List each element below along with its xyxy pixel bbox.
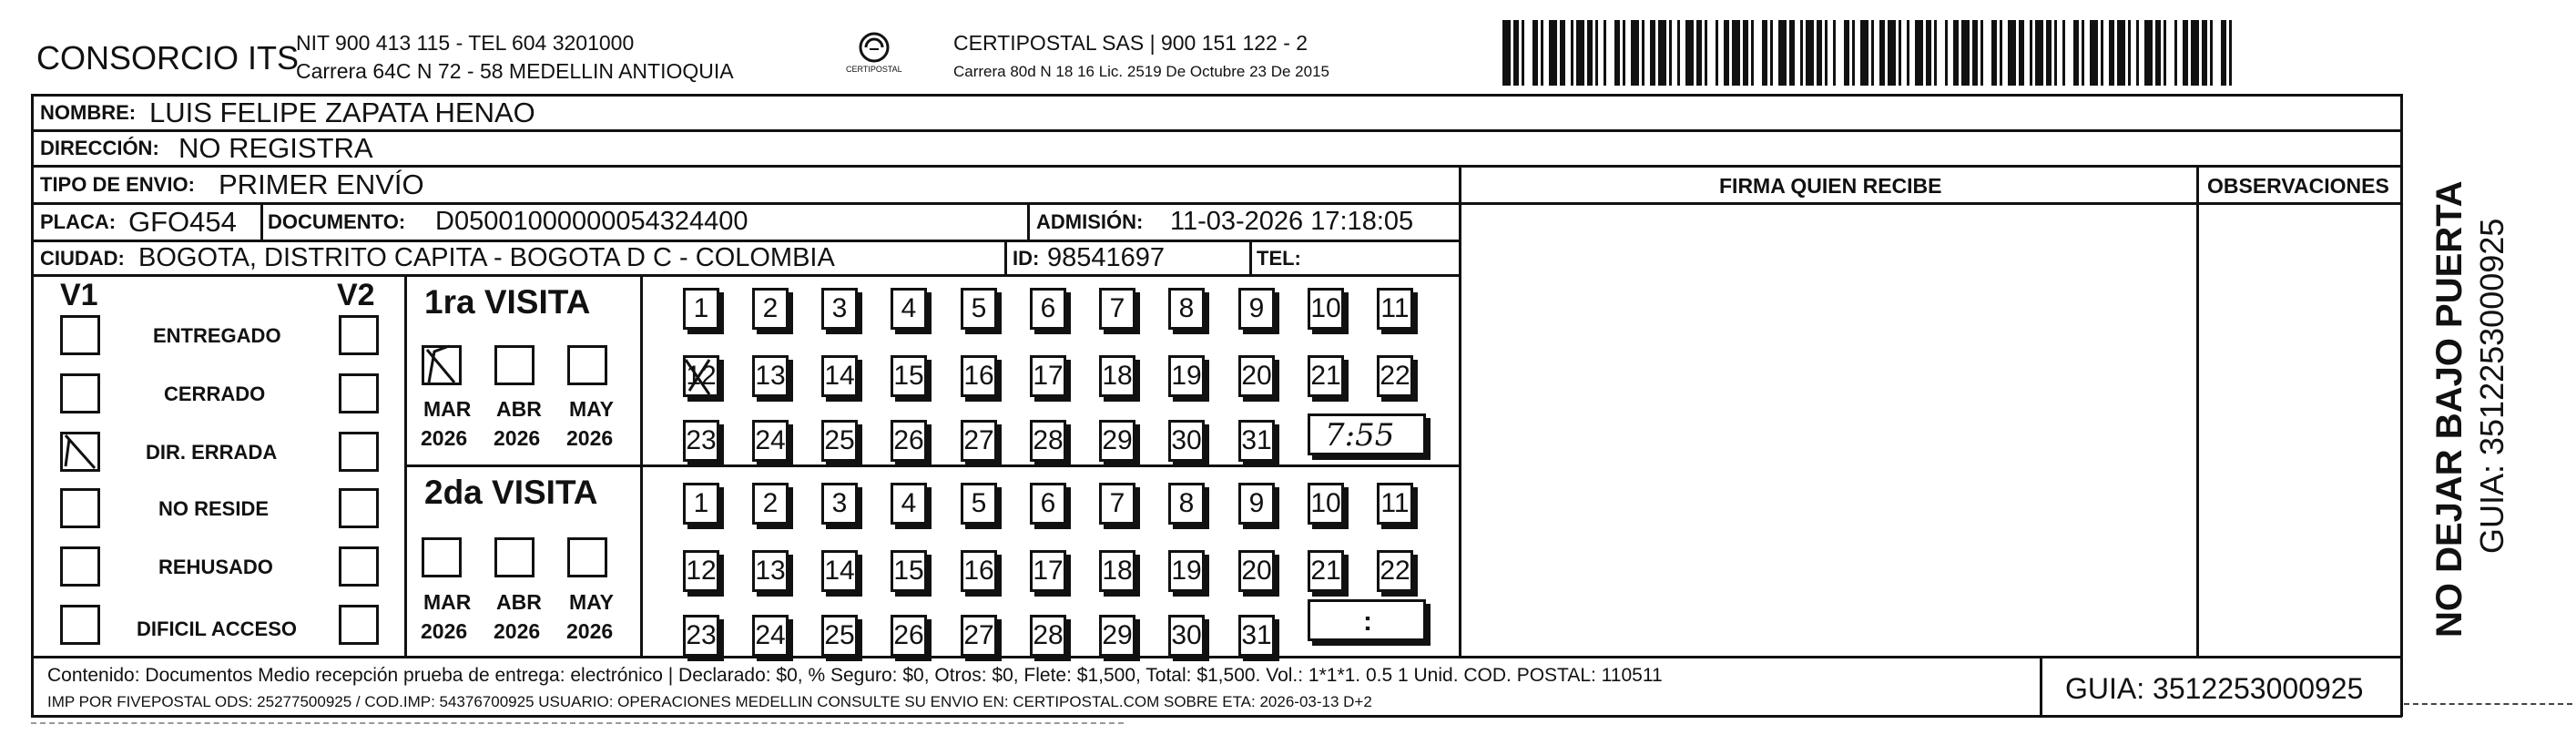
handwritten-check-mark-icon	[60, 432, 100, 472]
barcode-bar	[2008, 20, 2016, 86]
first-visit-title: 1ra VISITA	[424, 283, 591, 321]
second-visit-day-5[interactable]: 5	[961, 483, 997, 525]
second-visit-day-3[interactable]: 3	[821, 483, 858, 525]
barcode-bar	[2183, 20, 2188, 86]
ciudad-value: BOGOTA, DISTRITO CAPITA - BOGOTA D C - COLOMBIA	[138, 243, 835, 272]
ciudad-label: CIUDAD:	[40, 247, 125, 270]
first-visit-day-19[interactable]: 19	[1168, 355, 1205, 397]
barcode-bar	[1604, 20, 1606, 86]
second-visit-day-10[interactable]: 10	[1308, 483, 1344, 525]
status-label-entregado: ENTREGADO	[153, 324, 281, 347]
barcode-bar	[1669, 20, 1672, 86]
barcode-bar	[2221, 20, 2226, 86]
first-visit-day-6[interactable]: 6	[1030, 288, 1066, 330]
first-visit-day-31[interactable]: 31	[1238, 420, 1275, 462]
first-visit-day-11[interactable]: 11	[1377, 288, 1413, 330]
second-visit-day-26[interactable]: 26	[891, 615, 927, 657]
barcode-bar	[1724, 20, 1729, 86]
second-visit-day-23[interactable]: 23	[683, 615, 719, 657]
first-visit-day-22[interactable]: 22	[1377, 355, 1413, 397]
barcode-bar	[1696, 20, 1702, 86]
barcode-bar	[1685, 20, 1694, 86]
barcode-bar	[1743, 20, 1748, 86]
barcode-bar	[1762, 20, 1767, 86]
placa-value: GFO454	[128, 206, 237, 238]
first-month-checkbox-mar[interactable]	[422, 345, 462, 385]
documento-value: D05001000000054324400	[435, 207, 748, 236]
first-month-label-mar: MAR	[423, 397, 472, 421]
first-visit-day-8[interactable]: 8	[1168, 288, 1205, 330]
first-visit-day-16[interactable]: 16	[961, 355, 997, 397]
nombre-value: LUIS FELIPE ZAPATA HENAO	[149, 97, 535, 128]
barcode-bar	[2229, 20, 2232, 86]
first-visit-day-3[interactable]: 3	[821, 288, 858, 330]
admision-value: 11-03-2026 17:18:05	[1170, 207, 1414, 236]
second-visit-day-16[interactable]: 16	[961, 550, 997, 592]
barcode-bar	[2046, 20, 2052, 86]
second-visit-day-19[interactable]: 19	[1168, 550, 1205, 592]
status-label-dir-errada: DIR. ERRADA	[146, 441, 278, 464]
handwritten-cross-mark-icon	[682, 354, 722, 400]
first-visit-day-12[interactable]: 12	[683, 355, 719, 397]
second-visit-day-25[interactable]: 25	[821, 615, 858, 657]
second-visit-day-9[interactable]: 9	[1238, 483, 1275, 525]
second-month-checkbox-mar[interactable]	[422, 537, 462, 577]
barcode-bar	[2202, 20, 2207, 86]
side-no-dejar: NO DEJAR BAJO PUERTA	[2429, 180, 2469, 638]
barcode-bar	[1650, 20, 1655, 86]
nombre-label: NOMBRE:	[40, 101, 137, 124]
second-month-label-abr: ABR	[496, 590, 542, 614]
documento-label: DOCUMENTO:	[268, 210, 406, 233]
first-visit-day-5[interactable]: 5	[961, 288, 997, 330]
second-visit-day-15[interactable]: 15	[891, 550, 927, 592]
second-visit-day-31[interactable]: 31	[1238, 615, 1275, 657]
first-year-label-abr: 2026	[494, 426, 541, 450]
barcode-bar	[1677, 20, 1680, 86]
barcode-bar	[1623, 20, 1625, 86]
certipostal-line2: Carrera 80d N 18 16 Lic. 2519 De Octubre 23 De 2015	[953, 63, 1329, 80]
direccion-label: DIRECCIÓN:	[40, 137, 159, 159]
barcode-bar	[2191, 20, 2199, 86]
barcode-bar	[1716, 20, 1718, 86]
barcode-bar	[1860, 20, 1868, 86]
logo-caption: CERTIPOSTAL	[846, 65, 902, 74]
v2-checkbox-rehusado[interactable]	[339, 546, 379, 587]
barcode-bar	[2101, 20, 2103, 86]
status-label-rehusado: REHUSADO	[158, 556, 273, 578]
second-visit-time: :	[1363, 607, 1372, 637]
barcode-bar	[1844, 20, 1849, 86]
v1-header: V1	[60, 278, 98, 312]
second-year-label-may: 2026	[566, 619, 614, 643]
second-year-label-abr: 2026	[494, 619, 541, 643]
barcode-bar	[1953, 20, 1959, 86]
first-visit-day-30[interactable]: 30	[1168, 420, 1205, 462]
footer-imp: IMP POR FIVEPOSTAL ODS: 25277500925 / COD.IMP: 54376700925 USUARIO: OPERACIONES MEDELLIN CONSULTE SU ENVIO EN: CERTIPOSTAL.COM SOBRE ETA: 2026-03-13 D+2	[47, 693, 1372, 710]
second-visit-day-24[interactable]: 24	[752, 615, 789, 657]
first-visit-day-26[interactable]: 26	[891, 420, 927, 462]
barcode-bar	[1789, 20, 1795, 86]
barcode-bar	[1926, 20, 1931, 86]
barcode-bar	[1576, 20, 1584, 86]
second-month-checkbox-may[interactable]	[567, 537, 607, 577]
first-visit-day-17[interactable]: 17	[1030, 355, 1066, 397]
placa-label: PLACA:	[40, 210, 117, 233]
second-visit-day-22[interactable]: 22	[1377, 550, 1413, 592]
direccion-value: NO REGISTRA	[178, 132, 373, 164]
second-visit-day-6[interactable]: 6	[1030, 483, 1066, 525]
barcode-bar	[1541, 20, 1543, 86]
barcode-bar	[1770, 20, 1773, 86]
second-visit-title: 2da VISITA	[424, 474, 598, 511]
admision-label: ADMISIÓN:	[1036, 210, 1144, 233]
first-visit-day-21[interactable]: 21	[1308, 355, 1344, 397]
first-visit-day-28[interactable]: 28	[1030, 420, 1066, 462]
barcode-bar	[2144, 20, 2153, 86]
status-label-no-reside: NO RESIDE	[158, 497, 270, 520]
tel-label: TEL:	[1257, 247, 1301, 270]
side-guia: GUIA: 3512253000925	[2473, 218, 2510, 554]
firma-header: FIRMA QUIEN RECIBE	[1719, 174, 1942, 198]
first-year-label-mar: 2026	[421, 426, 468, 450]
first-visit-day-25[interactable]: 25	[821, 420, 858, 462]
barcode-bar	[1879, 20, 1885, 86]
first-visit-day-27[interactable]: 27	[961, 420, 997, 462]
barcode-bar	[1899, 20, 1901, 86]
v2-checkbox-no-reside[interactable]	[339, 488, 379, 528]
v1-checkbox-entregado[interactable]	[60, 315, 100, 355]
first-visit-day-20[interactable]: 20	[1238, 355, 1275, 397]
first-visit-day-10[interactable]: 10	[1308, 288, 1344, 330]
v2-checkbox-dir-errada[interactable]	[339, 432, 379, 472]
barcode-bar	[1513, 20, 1519, 86]
first-visit-day-1[interactable]: 1	[683, 288, 719, 330]
second-visit-day-14[interactable]: 14	[821, 550, 858, 592]
barcode-bar	[1595, 20, 1598, 86]
second-month-checkbox-abr[interactable]	[494, 537, 535, 577]
barcode-bar	[2030, 20, 2032, 86]
first-month-checkbox-abr[interactable]	[494, 345, 535, 385]
barcode-bar	[1888, 20, 1896, 86]
footer-contenido: Contenido: Documentos Medio recepción prueba de entrega: electrónico | Declarado: $0, % Seguro: $0, Otros: $0, Flete: $1,500, Total: $1,500. Vol.: 1*1*1. 0.5 1 Unid. COD. POSTAL: 110511	[47, 665, 1663, 686]
footer-guia: GUIA: 3512253000925	[2065, 672, 2364, 705]
barcode-bar	[1549, 20, 1557, 86]
barcode-bar	[1991, 20, 1997, 86]
barcode-bar	[2090, 20, 2098, 86]
barcode-bar	[1642, 20, 1644, 86]
observaciones-header: OBSERVACIONES	[2207, 174, 2389, 198]
barcode-bar	[1871, 20, 1874, 86]
v2-header: V2	[337, 278, 375, 312]
barcode-bar	[2082, 20, 2084, 86]
barcode-bar	[1825, 20, 1828, 86]
status-label-dificil-acceso: DIFICIL ACCESO	[137, 617, 298, 640]
v2-checkbox-dificil-acceso[interactable]	[339, 605, 379, 645]
barcode-bar	[1806, 20, 1814, 86]
barcode	[1502, 20, 2231, 86]
barcode-bar	[1502, 20, 1511, 86]
handwritten-check-mark-icon	[422, 342, 465, 386]
barcode-bar	[2210, 20, 2213, 86]
second-visit-day-1[interactable]: 1	[683, 483, 719, 525]
second-visit-day-12[interactable]: 12	[683, 550, 719, 592]
barcode-bar	[1907, 20, 1909, 86]
barcode-bar	[2062, 20, 2065, 86]
second-visit-day-27[interactable]: 27	[961, 615, 997, 657]
barcode-bar	[2073, 20, 2079, 86]
second-month-label-may: MAY	[569, 590, 614, 614]
barcode-bar	[1934, 20, 1937, 86]
first-month-label-abr: ABR	[496, 397, 542, 421]
nit-tel: NIT 900 413 115 - TEL 604 3201000	[296, 31, 635, 55]
first-month-checkbox-may[interactable]	[567, 345, 607, 385]
second-visit-day-17[interactable]: 17	[1030, 550, 1066, 592]
certipostal-line1: CERTIPOSTAL SAS | 900 151 122 - 2	[953, 31, 1308, 55]
tipo-envio-label: TIPO DE ENVIO:	[40, 173, 195, 196]
first-visit-day-2[interactable]: 2	[752, 288, 789, 330]
first-visit-day-14[interactable]: 14	[821, 355, 858, 397]
certipostal-logo-icon	[842, 27, 906, 82]
barcode-bar	[1631, 20, 1639, 86]
first-visit-time: 7:55	[1325, 417, 1395, 454]
barcode-bar	[1915, 20, 1923, 86]
second-visit-day-13[interactable]: 13	[752, 550, 789, 592]
barcode-bar	[2054, 20, 2057, 86]
second-visit-day-2[interactable]: 2	[752, 483, 789, 525]
barcode-bar	[1852, 20, 1855, 86]
first-year-label-may: 2026	[566, 426, 614, 450]
barcode-bar	[1658, 20, 1666, 86]
v1-checkbox-no-reside[interactable]	[60, 488, 100, 528]
barcode-bar	[2174, 20, 2177, 86]
second-visit-time-box[interactable]	[1308, 599, 1426, 641]
barcode-bar	[2109, 20, 2114, 86]
barcode-bar	[2164, 20, 2166, 86]
barcode-bar	[1961, 20, 1970, 86]
barcode-bar	[1560, 20, 1565, 86]
barcode-bar	[2019, 20, 2024, 86]
v1-checkbox-dir-errada[interactable]	[60, 432, 100, 472]
barcode-bar	[1833, 20, 1836, 86]
barcode-bar	[1522, 20, 1524, 86]
first-visit-day-13[interactable]: 13	[752, 355, 789, 397]
first-visit-day-4[interactable]: 4	[891, 288, 927, 330]
first-visit-day-9[interactable]: 9	[1238, 288, 1275, 330]
footer-cut-line-left	[31, 722, 1124, 724]
barcode-bar	[1945, 20, 1948, 86]
second-visit-day-8[interactable]: 8	[1168, 483, 1205, 525]
second-year-label-mar: 2026	[421, 619, 468, 643]
barcode-bar	[2128, 20, 2131, 86]
barcode-bar	[1817, 20, 1822, 86]
barcode-bar	[1614, 20, 1620, 86]
second-visit-day-29[interactable]: 29	[1099, 615, 1135, 657]
v1-checkbox-cerrado[interactable]	[60, 373, 100, 413]
first-visit-day-7[interactable]: 7	[1099, 288, 1135, 330]
barcode-bar	[2035, 20, 2043, 86]
first-visit-time-box[interactable]	[1308, 413, 1426, 455]
second-visit-day-28[interactable]: 28	[1030, 615, 1066, 657]
barcode-bar	[1972, 20, 1978, 86]
barcode-bar	[2136, 20, 2139, 86]
barcode-bar	[2000, 20, 2002, 86]
first-visit-day-24[interactable]: 24	[752, 420, 789, 462]
barcode-bar	[1705, 20, 1707, 86]
footer-cut-line	[2404, 703, 2572, 705]
second-visit-day-7[interactable]: 7	[1099, 483, 1135, 525]
barcode-bar	[2117, 20, 2125, 86]
first-visit-day-29[interactable]: 29	[1099, 420, 1135, 462]
company-address: Carrera 64C N 72 - 58 MEDELLIN ANTIOQUIA	[296, 59, 734, 83]
first-visit-day-23[interactable]: 23	[683, 420, 719, 462]
second-visit-day-18[interactable]: 18	[1099, 550, 1135, 592]
barcode-bar	[1980, 20, 1983, 86]
tipo-envio-value: PRIMER ENVÍO	[219, 168, 424, 200]
second-visit-day-30[interactable]: 30	[1168, 615, 1205, 657]
status-label-cerrado: CERRADO	[164, 383, 266, 405]
barcode-bar	[2155, 20, 2161, 86]
company-name: CONSORCIO ITS	[36, 39, 300, 77]
second-visit-day-21[interactable]: 21	[1308, 550, 1344, 592]
barcode-bar	[1532, 20, 1538, 86]
v2-checkbox-entregado[interactable]	[339, 315, 379, 355]
barcode-bar	[1732, 20, 1740, 86]
second-month-label-mar: MAR	[423, 590, 472, 614]
v2-checkbox-cerrado[interactable]	[339, 373, 379, 413]
barcode-bar	[1587, 20, 1593, 86]
id-value: 98541697	[1047, 243, 1166, 272]
barcode-bar	[1751, 20, 1754, 86]
id-label: ID:	[1013, 247, 1040, 270]
second-visit-day-11[interactable]: 11	[1377, 483, 1413, 525]
first-visit-day-18[interactable]: 18	[1099, 355, 1135, 397]
second-visit-day-20[interactable]: 20	[1238, 550, 1275, 592]
barcode-bar	[1778, 20, 1787, 86]
v1-checkbox-rehusado[interactable]	[60, 546, 100, 587]
first-visit-day-15[interactable]: 15	[891, 355, 927, 397]
first-month-label-may: MAY	[569, 397, 614, 421]
v1-checkbox-dificil-acceso[interactable]	[60, 605, 100, 645]
barcode-bar	[1800, 20, 1803, 86]
second-visit-day-4[interactable]: 4	[891, 483, 927, 525]
barcode-bar	[1571, 20, 1573, 86]
